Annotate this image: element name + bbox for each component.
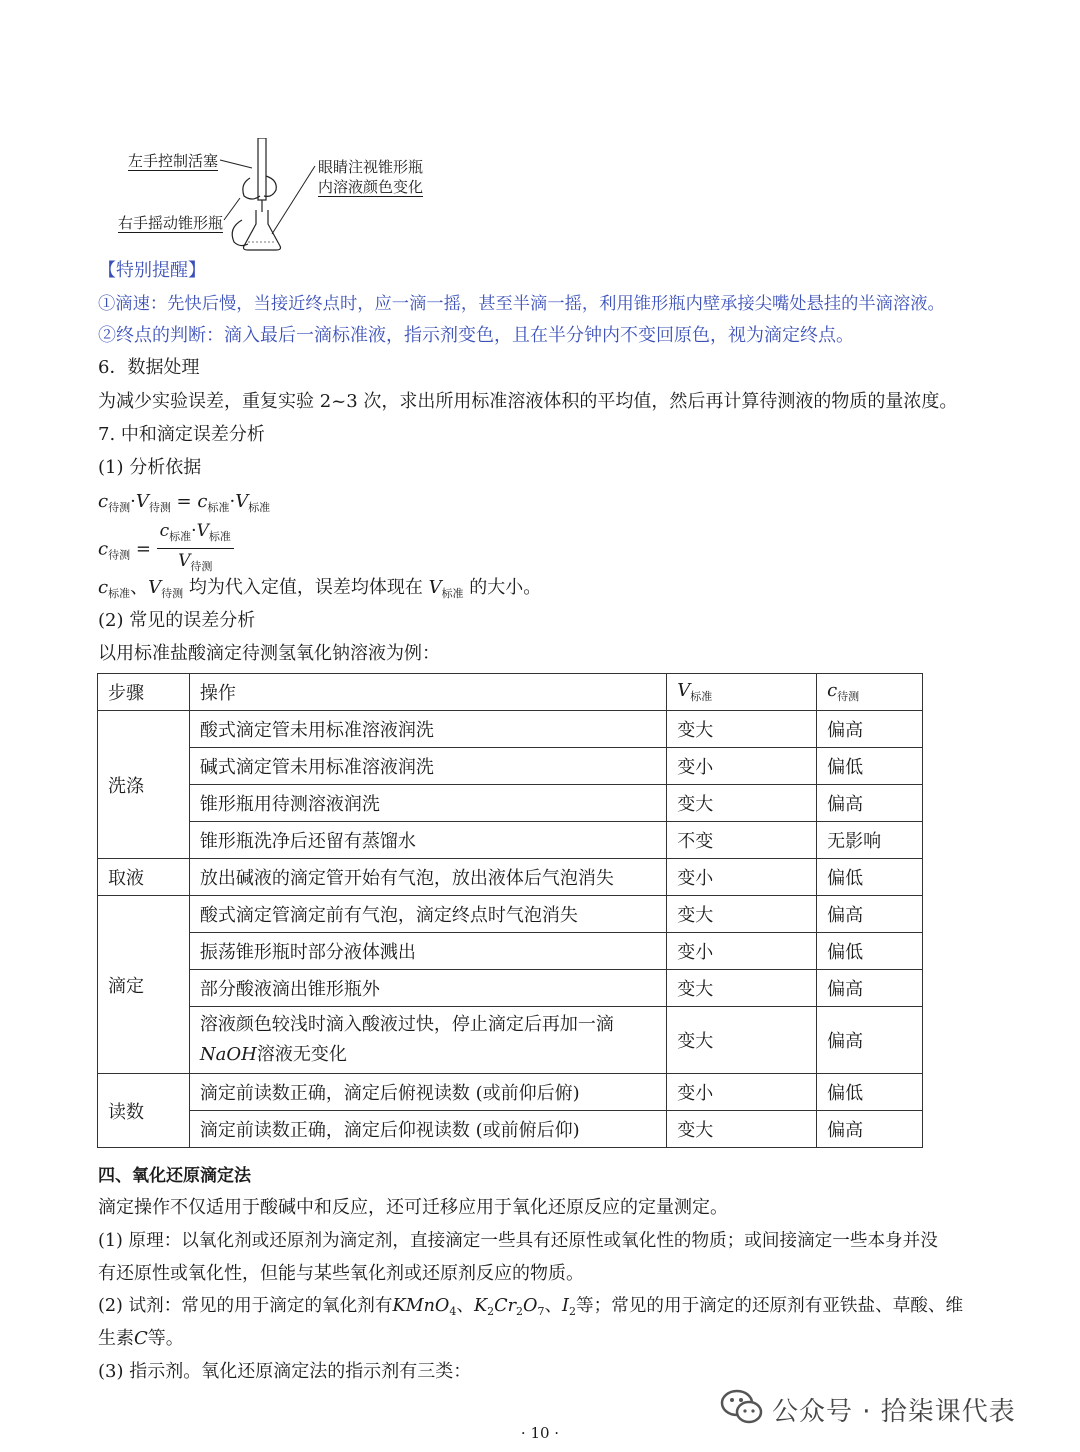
v-cell: 变大 — [667, 896, 817, 933]
table-header-row — [98, 674, 923, 711]
v-cell: 变小 — [667, 748, 817, 785]
step-cell: 滴定 — [98, 896, 190, 1074]
section-7-example: 以用标准盐酸滴定待测氢氧化钠溶液为例： — [98, 643, 440, 664]
c-cell: 偏低 — [817, 933, 923, 970]
v-cell: 不变 — [667, 822, 817, 859]
figure-label-right-hand: 右手摇动锥形瓶 — [118, 214, 224, 232]
c-cell: 偏高 — [817, 970, 923, 1007]
tips-title: 【特别提醒】 — [98, 260, 206, 281]
c-cell: 偏低 — [817, 859, 923, 896]
v-cell: 变小 — [667, 933, 817, 970]
table-row — [98, 1074, 923, 1111]
c-cell: 偏低 — [817, 1074, 923, 1111]
table-row — [98, 711, 923, 748]
error-analysis-table — [97, 673, 923, 1148]
section-4-p1-line2: 有还原性或氧化性，但能与某些氧化剂或还原剂反应的物质。 — [98, 1263, 584, 1284]
table-row — [98, 1007, 923, 1074]
figure-label-left-hand: 左手控制活塞 — [128, 152, 219, 170]
step-cell: 取液 — [98, 859, 190, 896]
wechat-icon — [720, 1387, 764, 1427]
section-7-title: 7. 中和滴定误差分析 — [98, 424, 265, 445]
figure-label-eyes-1: 眼睛注视锥形瓶 — [318, 158, 424, 176]
tips-line-1: ①滴速：先快后慢，当接近终点时，应一滴一摇，甚至半滴一摇，利用锥形瓶内壁承接尖嘴处悬挂的半滴溶液。 — [98, 294, 945, 314]
table-row — [98, 785, 923, 822]
section-4-intro: 滴定操作不仅适用于酸碱中和反应，还可迁移应用于氧化还原反应的定量测定。 — [98, 1197, 728, 1218]
op-cell: 溶液颜色较浅时滴入酸液过快，停止滴定后再加一滴 NaOH溶液无变化 — [189, 1007, 666, 1074]
op-cell: 碱式滴定管未用标准溶液润洗 — [189, 748, 666, 785]
step-cell: 洗涤 — [98, 711, 190, 859]
formula-3: $c_{标准}$、$V_{待测}$ 均为代入定值，误差均体现在 $V_{标准}$ 的大小。 — [98, 577, 542, 600]
section-4-p2-line1: (2) 试剂：常见的用于滴定的氧化剂有KMnO$_4$、$K_2Cr_2O_7$、$I_2$等；常见的用于滴定的还原剂有亚铁盐、草酸、维 — [98, 1296, 964, 1318]
section-7-sub2: (2) 常见的误差分析 — [98, 610, 256, 631]
v-cell: 变大 — [667, 711, 817, 748]
op-cell: 酸式滴定管未用标准溶液润洗 — [189, 711, 666, 748]
formula-1: $c_{待测}\cdot V_{待测} = c_{标准}\cdot V_{标准}$ — [98, 491, 271, 514]
table-row — [98, 970, 923, 1007]
header-op: 操作 — [189, 674, 666, 711]
table-row — [98, 748, 923, 785]
v-cell: 变大 — [667, 1007, 817, 1074]
page-number: · 10 · — [520, 1424, 560, 1442]
step-cell: 读数 — [98, 1074, 190, 1148]
v-cell: 变小 — [667, 1074, 817, 1111]
op-cell: 振荡锥形瓶时部分液体溅出 — [189, 933, 666, 970]
tips-line-2: ②终点的判断：滴入最后一滴标准液，指示剂变色，且在半分钟内不变回原色，视为滴定终点。 — [98, 325, 854, 346]
header-c: $c_{待测}$ — [817, 674, 923, 711]
op-cell: 滴定前读数正确，滴定后仰视读数 (或前俯后仰) — [189, 1111, 666, 1148]
c-cell: 偏高 — [817, 785, 923, 822]
op-cell: 锥形瓶用待测溶液润洗 — [189, 785, 666, 822]
op-cell: 部分酸液滴出锥形瓶外 — [189, 970, 666, 1007]
fraction: $\frac{c_{标准}\cdot V_{标准}}{V_{待测}}$ — [157, 520, 234, 579]
table-row — [98, 896, 923, 933]
c-cell: 偏高 — [817, 1111, 923, 1148]
titration-figure — [100, 138, 440, 258]
v-cell: 变大 — [667, 785, 817, 822]
header-v: $V_{标准}$ — [667, 674, 817, 711]
op-cell: 放出碱液的滴定管开始有气泡，放出液体后气泡消失 — [189, 859, 666, 896]
c-cell: 偏高 — [817, 711, 923, 748]
op-cell: 滴定前读数正确，滴定后俯视读数 (或前仰后俯) — [189, 1074, 666, 1111]
section-4-p2-line2: 生素C等。 — [98, 1328, 184, 1349]
section-6-title: 6．数据处理 — [98, 357, 200, 378]
section-4-p3: (3) 指示剂。氧化还原滴定法的指示剂有三类： — [98, 1361, 472, 1382]
v-cell: 变大 — [667, 970, 817, 1007]
c-cell: 偏低 — [817, 748, 923, 785]
op-cell: 锥形瓶洗净后还留有蒸馏水 — [189, 822, 666, 859]
section-4-p1-line1: (1) 原理：以氧化剂或还原剂为滴定剂，直接滴定一些具有还原性或氧化性的物质；或间接滴定一些本身并没 — [98, 1231, 938, 1251]
header-step: 步骤 — [98, 674, 190, 711]
section-7-sub1: (1) 分析依据 — [98, 457, 202, 478]
watermark-text: 公众号 · 拾柒课代表 — [772, 1397, 1016, 1427]
table-row — [98, 1111, 923, 1148]
c-cell: 偏高 — [817, 1007, 923, 1074]
section-4-title: 四、氧化还原滴定法 — [98, 1166, 251, 1186]
table-row — [98, 822, 923, 859]
table-row — [98, 859, 923, 896]
section-6-body: 为减少实验误差，重复实验 2~3 次，求出所用标准溶液体积的平均值，然后再计算待测液的物质的量浓度。 — [98, 391, 958, 412]
v-cell: 变大 — [667, 1111, 817, 1148]
table-row — [98, 933, 923, 970]
c-cell: 偏高 — [817, 896, 923, 933]
formula-2: $c_{待测}$ = $\frac{c_{标准}\cdot V_{标准}}{V_{待测}}$ — [98, 520, 234, 581]
v-cell: 变小 — [667, 859, 817, 896]
op-cell: 酸式滴定管滴定前有气泡，滴定终点时气泡消失 — [189, 896, 666, 933]
figure-label-eyes-2: 内溶液颜色变化 — [318, 178, 424, 196]
c-cell: 无影响 — [817, 822, 923, 859]
watermark — [720, 1385, 1060, 1429]
